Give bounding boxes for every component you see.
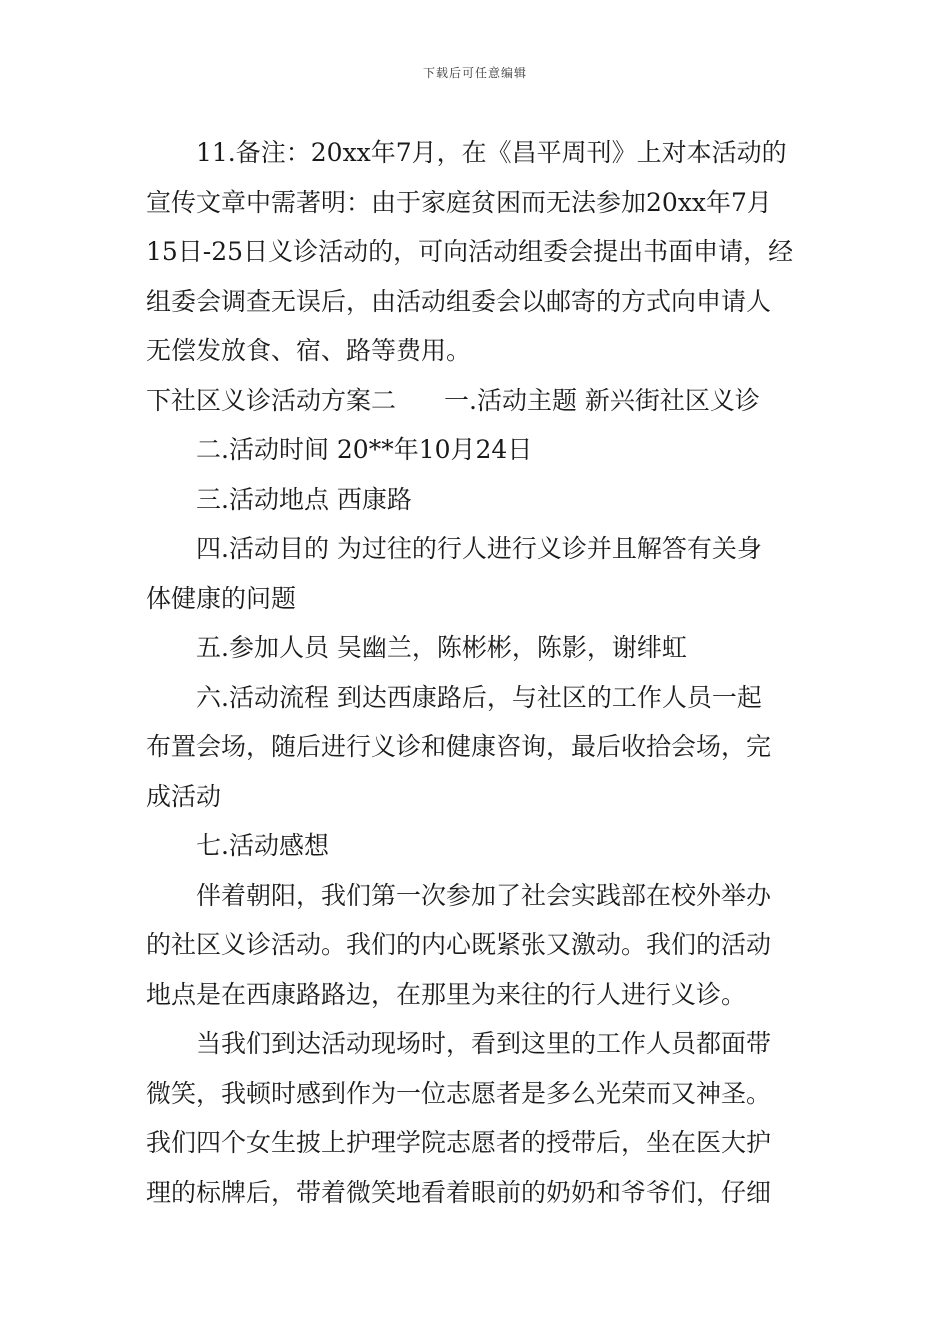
activity-theme: 一.活动主题 新兴街社区义诊 xyxy=(444,385,760,415)
paragraph-line: 理的标牌后，带着微笑地看着眼前的奶奶和爷爷们，仔细 xyxy=(146,1177,772,1207)
paragraph-line: 无偿发放食、宿、路等费用。 xyxy=(146,336,472,365)
paragraph-line: 组委会调查无误后，由活动组委会以邮寄的方式向申请人 xyxy=(146,286,772,316)
activity-location: 三.活动地点 西康路 xyxy=(196,484,412,514)
activity-process: 六.活动流程 到达西康路后，与社区的工作人员一起 xyxy=(196,682,762,712)
page-header-note: 下载后可任意编辑 xyxy=(422,66,527,80)
paragraph-line: 体健康的问题 xyxy=(146,583,297,613)
paragraph-line: 布置会场，随后进行义诊和健康咨询，最后收拾会场，完 xyxy=(146,732,772,761)
activity-purpose: 四.活动目的 为过往的行人进行义诊并且解答有关身 xyxy=(196,534,762,563)
paragraph-line: 的社区义诊活动。我们的内心既紧张又激动。我们的活动 xyxy=(146,930,772,959)
document-body xyxy=(146,128,806,1217)
paragraph-line: 15日-25日义诊活动的，可向活动组委会提出书面申请，经 xyxy=(146,237,794,266)
paragraph-line: 微笑，我顿时感到作为一位志愿者是多么光荣而又神圣。 xyxy=(146,1078,772,1108)
paragraph-line: 当我们到达活动现场时，看到这里的工作人员都面带 xyxy=(196,1029,772,1058)
paragraph-line: 宣传文章中需著明：由于家庭贫困而无法参加20xx年7月 xyxy=(146,187,772,217)
paragraph-line: 成活动 xyxy=(146,781,222,811)
paragraph-line: 我们四个女生披上护理学院志愿者的授带后，坐在医大护 xyxy=(146,1128,772,1157)
section-heading-line xyxy=(146,376,806,426)
activity-reflection-heading: 七.活动感想 xyxy=(196,831,329,860)
activity-time: 二.活动时间 20**年10月24日 xyxy=(196,435,533,464)
section-title: 下社区义诊活动方案二 xyxy=(146,385,397,415)
activity-participants: 五.参加人员 吴幽兰，陈彬彬，陈影，谢绯虹 xyxy=(196,633,687,662)
paragraph-line: 11.备注：20xx年7月，在《昌平周刊》上对本活动的 xyxy=(196,138,787,167)
paragraph-line: 地点是在西康路路边，在那里为来往的行人进行义诊。 xyxy=(146,979,747,1009)
paragraph-line: 伴着朝阳，我们第一次参加了社会实践部在校外举办 xyxy=(196,880,772,910)
